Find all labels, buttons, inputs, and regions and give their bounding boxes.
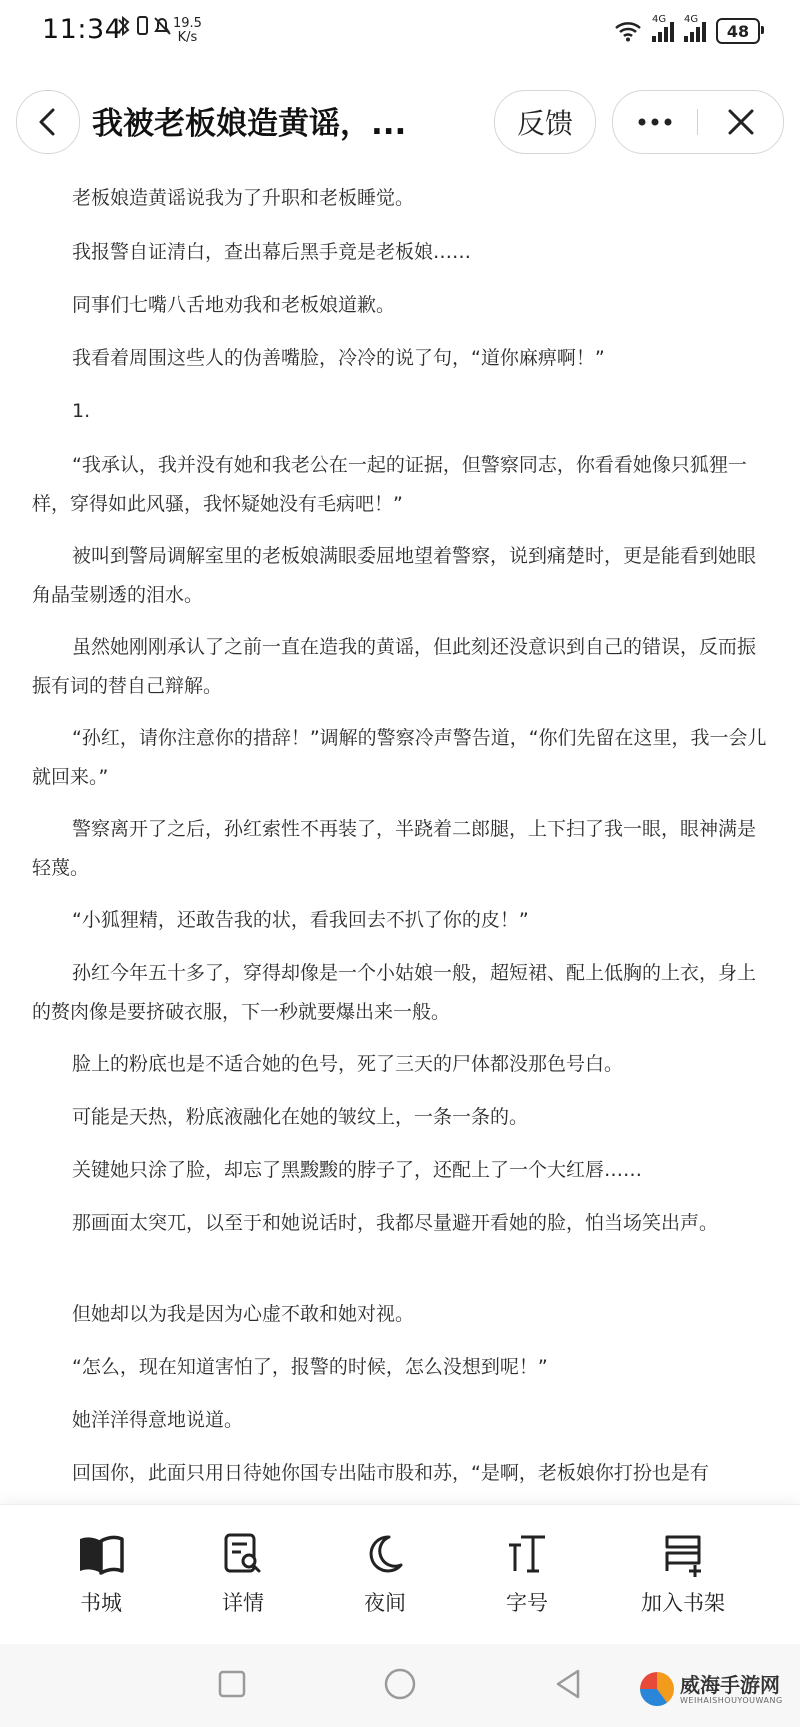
signal-1-icon: 4G: [652, 20, 674, 42]
paragraph: 关键她只涂了脸，却忘了黑黢黢的脖子了，还配上了一个大红唇……: [72, 1159, 643, 1181]
book-open-icon: [36, 1527, 166, 1581]
mini-program-capsule: [612, 90, 784, 154]
font-size-icon: [462, 1527, 592, 1581]
paragraph: “我承认，我并没有她和我老公在一起的证据，但警察同志，你看看她像只狐狸一样，穿得如此风骚，我怀疑她没有毛病吧！”: [32, 454, 747, 515]
watermark-text: 威海手游网: [680, 1672, 780, 1697]
toolbar-add-to-shelf[interactable]: [618, 1527, 748, 1617]
toolbar-bookstore[interactable]: [36, 1527, 166, 1617]
triangle-back-icon: [553, 1667, 583, 1701]
paragraph: 她洋洋得意地说道。: [72, 1409, 244, 1431]
bookshelf-add-icon: [618, 1527, 748, 1581]
toolbar-label: 夜间: [364, 1591, 406, 1615]
paragraph: 被叫到警局调解室里的老板娘满眼委屈地望着警察，说到痛楚时，更是能看到她眼角晶莹剔透的泪水。: [32, 545, 757, 606]
moon-icon: [320, 1527, 450, 1581]
paragraph: 脸上的粉底也是不适合她的色号，死了三天的尸体都没那色号白。: [72, 1053, 624, 1075]
paragraph: 警察离开了之后，孙红索性不再装了，半跷着二郎腿，上下扫了我一眼，眼神满是轻蔑。: [32, 818, 757, 879]
home-button[interactable]: [380, 1664, 420, 1704]
chevron-left-icon: [35, 107, 61, 137]
battery-indicator: 48: [716, 18, 760, 44]
paragraph: 1.: [72, 400, 91, 422]
net-speed: 19.5 K/s: [173, 16, 202, 45]
mute-bell-icon: [152, 14, 172, 43]
toolbar-label: 详情: [222, 1591, 264, 1615]
watermark-subtext: WEIHAISHOUYOUWANG: [680, 1695, 783, 1705]
paragraph: 虽然她刚刚承认了之前一直在造我的黄谣，但此刻还没意识到自己的错误，反而振振有词的替自己辩解。: [32, 636, 757, 697]
paragraph: 老板娘造黄谣说我为了升职和老板睡觉。: [72, 187, 415, 209]
paragraph: 回国你，此面只用日待她你国专出陆市股和苏，“是啊，老板娘你打扮也是有: [72, 1462, 709, 1484]
toolbar-label: 加入书架: [641, 1591, 725, 1615]
back-button[interactable]: [16, 90, 80, 154]
paragraph: “怎么，现在知道害怕了，报警的时候，怎么没想到呢！”: [72, 1356, 548, 1378]
feedback-button[interactable]: 反馈: [494, 90, 596, 154]
more-button[interactable]: [613, 91, 697, 153]
article-content[interactable]: [0, 174, 800, 1504]
paragraph: “小狐狸精，还敢告我的状，看我回去不扒了你的皮！”: [72, 909, 529, 931]
document-search-icon: [178, 1527, 308, 1581]
paragraph: 但她却以为我是因为心虚不敢和她对视。: [72, 1303, 415, 1325]
watermark-logo-icon: [640, 1672, 674, 1706]
reader-header: [0, 86, 800, 158]
paragraph: 我看着周围这些人的伪善嘴脸，冷冷的说了句，“道你麻痹啊！”: [72, 347, 605, 369]
toolbar-label: 书城: [80, 1591, 122, 1615]
bottom-toolbar: [0, 1504, 800, 1645]
paragraph: 我报警自证清白，查出幕后黑手竟是老板娘……: [72, 241, 472, 263]
wifi-icon: [614, 20, 642, 42]
recent-apps-button[interactable]: [212, 1664, 252, 1704]
status-time: 11:34: [42, 14, 123, 45]
paragraph: 孙红今年五十多了，穿得却像是一个小姑娘一般，超短裙、配上低胸的上衣，身上的赘肉像是要挤破衣服，下一秒就要爆出来一般。: [32, 962, 757, 1023]
paragraph: 可能是天热，粉底液融化在她的皱纹上，一条一条的。: [72, 1106, 529, 1128]
paragraph: 同事们七嘴八舌地劝我和老板娘道歉。: [72, 294, 396, 316]
status-bar: [0, 0, 800, 66]
bluetooth-icon: [116, 14, 132, 43]
more-dots-icon: [637, 117, 673, 127]
paragraph: 那画面太突兀，以至于和她说话时，我都尽量避开看她的脸，怕当场笑出声。: [72, 1212, 719, 1234]
toolbar-night-mode[interactable]: [320, 1527, 450, 1617]
square-icon: [217, 1669, 247, 1699]
watermark: [640, 1672, 783, 1706]
toolbar-details[interactable]: [178, 1527, 308, 1617]
book-title: 我被老板娘造黄谣，...: [92, 106, 407, 142]
close-button[interactable]: [699, 91, 783, 153]
circle-icon: [383, 1667, 417, 1701]
toolbar-label: 字号: [506, 1591, 548, 1615]
back-nav-button[interactable]: [548, 1664, 588, 1704]
signal-2-icon: 4G: [684, 20, 706, 42]
paragraph: “孙红，请你注意你的措辞！”调解的警察冷声警告道，“你们先留在这里，我一会儿就回来。”: [32, 727, 767, 788]
close-icon: [727, 108, 755, 136]
toolbar-font-size[interactable]: [462, 1527, 592, 1617]
vibrate-icon: [134, 14, 150, 43]
